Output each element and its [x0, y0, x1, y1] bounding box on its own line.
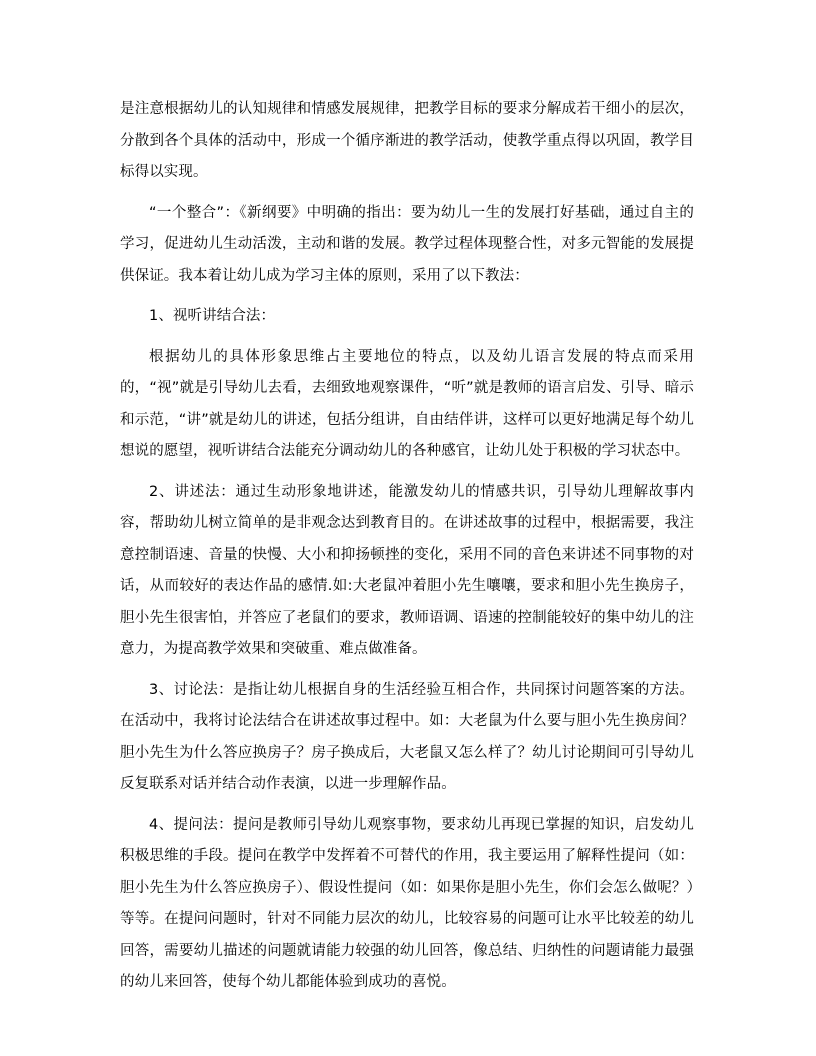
paragraph-integration: “一个整合”：《新纲要》中明确的指出：要为幼儿一生的发展打好基础，通过自主的学习，促进幼儿生动活泼，主动和谐的发展。教学过程体现整合性，对多元智能的发展提供保证。我本着让幼儿成为学习主体的原则，采用了以下教法：: [120, 204, 694, 284]
paragraph-discussion-method: 3、讨论法：是指让幼儿根据自身的生活经验互相合作，共同探讨问题答案的方法。在活动中，我将讨论法结合在讲述故事过程中。如：大老鼠为什么要与胆小先生换房间？胆小先生为什么答应换房子？房子换成后，大老鼠又怎么样了？幼儿讨论期间可引导幼儿反复联系对话并结合动作表演，以进一步理解作品。: [120, 681, 694, 792]
paragraph-audiovisual-method: 根据幼儿的具体形象思维占主要地位的特点，以及幼儿语言发展的特点而采用的，“视”就是引导幼儿去看，去细致地观察课件，“听”就是教师的语言启发、引导、暗示和示范，“讲”就是幼儿的讲述，包括分组讲，自由结伴讲，这样可以更好地满足每个幼儿想说的愿望，视听讲结合法能充分调动幼儿的各种感官，让幼儿处于积极的学习状态中。: [120, 348, 694, 459]
paragraph-narration-method: 2、讲述法：通过生动形象地讲述，能激发幼儿的情感共识，引导幼儿理解故事内容，帮助幼儿树立简单的是非观念达到教育目的。在讲述故事的过程中，根据需要，我注意控制语速、音量的快慢、大小和抑扬顿挫的变化，采用不同的音色来讲述不同事物的对话，从而较好的表达作品的感情.如:大老鼠冲着胆小先生嚷嚷，要求和胆小先生换房子，胆小先生很害怕，并答应了老鼠们的要求，教师语调、语速的控制能较好的集中幼儿的注意力，为提高教学效果和突破重、难点做准备。: [120, 483, 694, 657]
document-body: [120, 94, 694, 999]
paragraph-continuation: 是注意根据幼儿的认知规律和情感发展规律，把教学目标的要求分解成若干细小的层次，分散到各个具体的活动中，形成一个循序渐进的教学活动，使教学重点得以巩固，教学目标得以实现。: [120, 101, 694, 180]
heading-audiovisual-method: 1、视听讲结合法：: [149, 308, 276, 324]
paragraph-questioning-method: 4、提问法：提问是教师引导幼儿观察事物，要求幼儿再现已掌握的知识，启发幼儿积极思维的手段。提问在教学中发挥着不可替代的作用，我主要运用了解释性提问（如：胆小先生为什么答应换房子）、假设性提问（如：如果你是胆小先生，你们会怎么做呢？）等等。在提问问题时，针对不同能力层次的幼儿，比较容易的问题可让水平比较差的幼儿回答，需要幼儿描述的问题就请能力较强的幼儿回答，像总结、归纳性的问题请能力最强的幼儿来回答，使每个幼儿都能体验到成功的喜悦。: [120, 816, 694, 990]
